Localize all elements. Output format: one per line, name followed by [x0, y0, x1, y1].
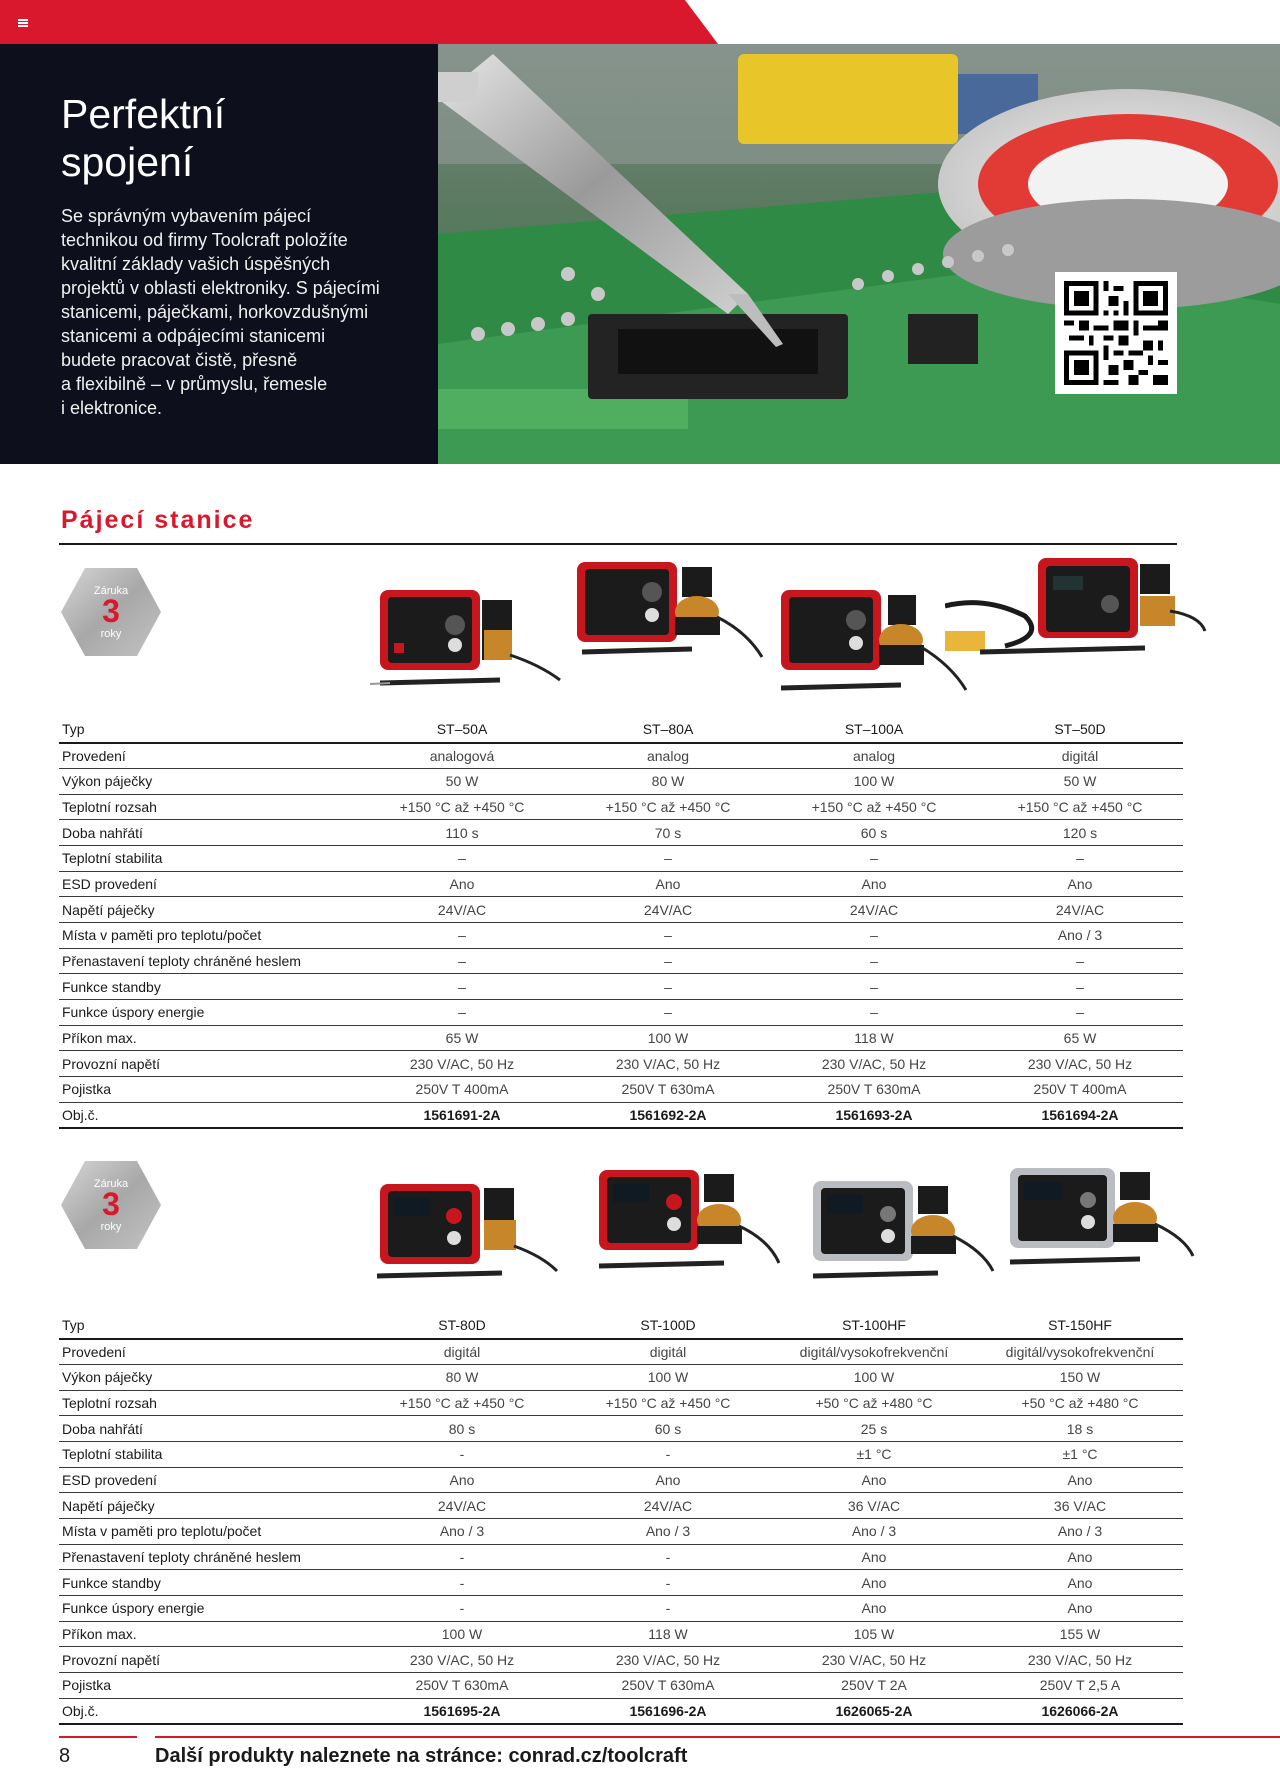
table-cell: 36 V/AC [977, 1493, 1183, 1519]
table-cell: digitál [359, 1339, 565, 1365]
table-cell: +150 °C až +450 °C [565, 1390, 771, 1416]
warranty-badge [60, 566, 162, 658]
warranty-badge [60, 1159, 162, 1251]
model-name: ST–50D [977, 717, 1183, 743]
order-number[interactable]: 1561693-2A [771, 1102, 977, 1128]
order-number[interactable]: 1561691-2A [359, 1102, 565, 1128]
row-label: Obj.č. [59, 1102, 359, 1128]
table-cell: – [771, 1000, 977, 1026]
row-label: Pojistka [59, 1673, 359, 1699]
table-row [59, 871, 1183, 897]
table-cell: – [977, 845, 1183, 871]
table-cell: +150 °C až +450 °C [565, 794, 771, 820]
table-cell: 100 W [565, 1364, 771, 1390]
table-cell: 36 V/AC [771, 1493, 977, 1519]
row-label: Funkce standby [59, 1570, 359, 1596]
table-cell: analogová [359, 743, 565, 769]
table-cell: Ano [977, 1596, 1183, 1622]
table-row [59, 1102, 1183, 1128]
table-cell: Ano [359, 871, 565, 897]
row-label: Typ [59, 717, 359, 743]
spec-table-1 [59, 717, 1183, 1129]
hero-text-line: a flexibilně – v průmyslu, řemesle [61, 374, 328, 394]
section-title: Pájecí stanice [61, 506, 255, 534]
table-cell: – [771, 845, 977, 871]
table-cell: +150 °C až +450 °C [977, 794, 1183, 820]
badge-top-text: Záruka [93, 585, 129, 597]
model-name: ST–80A [565, 717, 771, 743]
table-row [59, 1519, 1183, 1545]
table-cell: 230 V/AC, 50 Hz [977, 1647, 1183, 1673]
table-row [59, 948, 1183, 974]
model-name: ST-100D [565, 1313, 771, 1339]
table-cell: 118 W [771, 1025, 977, 1051]
product-image-st-50d [945, 556, 1215, 671]
page-number: 8 [59, 1745, 71, 1767]
table-cell: 230 V/AC, 50 Hz [771, 1647, 977, 1673]
table-cell: digitál [565, 1339, 771, 1365]
table-cell: Ano / 3 [977, 923, 1183, 949]
table-cell: – [977, 948, 1183, 974]
badge-number: 3 [102, 1186, 120, 1222]
table-cell: 250V T 2A [771, 1673, 977, 1699]
table-cell: - [359, 1570, 565, 1596]
order-number[interactable]: 1561694-2A [977, 1102, 1183, 1128]
table-cell: - [565, 1544, 771, 1570]
table-cell: - [359, 1544, 565, 1570]
table-cell: 230 V/AC, 50 Hz [359, 1647, 565, 1673]
table-cell: 80 W [359, 1364, 565, 1390]
table-row [59, 1339, 1183, 1365]
table-cell: 250V T 630mA [359, 1673, 565, 1699]
table-cell: 250V T 630mA [565, 1673, 771, 1699]
footer-divider-right [155, 1736, 1280, 1738]
table-cell: 118 W [565, 1621, 771, 1647]
banner-shape [0, 0, 1280, 44]
row-label: Výkon páječky [59, 768, 359, 794]
table-cell: 24V/AC [359, 1493, 565, 1519]
table-row [59, 820, 1183, 846]
row-label: Doba nahřátí [59, 820, 359, 846]
table-row [59, 1025, 1183, 1051]
table-cell: 230 V/AC, 50 Hz [977, 1051, 1183, 1077]
row-label: Přenastavení teploty chráněné heslem [59, 948, 359, 974]
row-label: Funkce úspory energie [59, 1000, 359, 1026]
hero-text-line: stanicemi a odpájecími stanicemi [61, 326, 326, 346]
table-row [59, 717, 1183, 743]
table-row [59, 1077, 1183, 1103]
table-cell: 24V/AC [359, 897, 565, 923]
table-cell: 250V T 400mA [359, 1077, 565, 1103]
table-cell: analog [771, 743, 977, 769]
table-cell: - [359, 1441, 565, 1467]
table-row [59, 1313, 1183, 1339]
hero [0, 44, 1280, 464]
model-name: ST-80D [359, 1313, 565, 1339]
table-cell: Ano [359, 1467, 565, 1493]
row-label: Pojistka [59, 1077, 359, 1103]
row-label: Napětí páječky [59, 1493, 359, 1519]
soldering-photo [438, 44, 1280, 464]
table-cell: 120 s [977, 820, 1183, 846]
table-cell: Ano [771, 1467, 977, 1493]
table-cell: 230 V/AC, 50 Hz [565, 1647, 771, 1673]
table-row [59, 1673, 1183, 1699]
table-cell: – [771, 974, 977, 1000]
table-cell: 24V/AC [565, 897, 771, 923]
table-row [59, 1467, 1183, 1493]
table-cell: 50 W [977, 768, 1183, 794]
row-label: Příkon max. [59, 1621, 359, 1647]
badge-bottom-text: roky [100, 1221, 122, 1233]
table-cell: 250V T 630mA [771, 1077, 977, 1103]
row-label: Teplotní rozsah [59, 1390, 359, 1416]
table-row [59, 1621, 1183, 1647]
hero-text-panel [0, 44, 438, 464]
table-cell: ±1 °C [771, 1441, 977, 1467]
table-cell: – [977, 974, 1183, 1000]
table-cell: – [565, 845, 771, 871]
model-name: ST–100A [771, 717, 977, 743]
table-cell: Ano [977, 1544, 1183, 1570]
table-row [59, 768, 1183, 794]
table-cell: 80 s [359, 1416, 565, 1442]
hero-text-line: Se správným vybavením pájecí [61, 206, 312, 226]
table-cell: 100 W [771, 1364, 977, 1390]
model-name: ST-100HF [771, 1313, 977, 1339]
table-cell: Ano [565, 1467, 771, 1493]
table-cell: Ano [565, 871, 771, 897]
spec-table-2 [59, 1313, 1183, 1725]
section-divider [59, 543, 1177, 545]
table-row [59, 1544, 1183, 1570]
product-image-st-80d [372, 1176, 572, 1286]
table-cell: Ano / 3 [565, 1519, 771, 1545]
order-number[interactable]: 1626065-2A [771, 1698, 977, 1724]
table-cell: - [359, 1596, 565, 1622]
table-row [59, 1647, 1183, 1673]
table-cell: Ano [771, 871, 977, 897]
table-cell: 60 s [565, 1416, 771, 1442]
table-cell: – [565, 923, 771, 949]
table-cell: digitál/vysokofrekvenční [977, 1339, 1183, 1365]
hero-text-line: i elektronice. [61, 398, 163, 418]
row-label: Teplotní stabilita [59, 1441, 359, 1467]
model-name: ST-150HF [977, 1313, 1183, 1339]
badge-number: 3 [102, 593, 120, 629]
table-row [59, 1364, 1183, 1390]
table-cell: 18 s [977, 1416, 1183, 1442]
table-cell: 230 V/AC, 50 Hz [359, 1051, 565, 1077]
table-cell: – [359, 845, 565, 871]
table-cell: Ano [977, 1570, 1183, 1596]
product-image-st-80a [572, 557, 772, 672]
table-row [59, 845, 1183, 871]
table-row [59, 743, 1183, 769]
table-row [59, 1493, 1183, 1519]
table-cell: 60 s [771, 820, 977, 846]
table-cell: Ano / 3 [977, 1519, 1183, 1545]
row-label: Výkon páječky [59, 1364, 359, 1390]
order-number[interactable]: 1561696-2A [565, 1698, 771, 1724]
table-row [59, 794, 1183, 820]
badge-top-text: Záruka [93, 1178, 129, 1190]
table-cell: – [359, 948, 565, 974]
footer-divider-left [59, 1736, 137, 1738]
table-cell: - [565, 1570, 771, 1596]
table-row [59, 1441, 1183, 1467]
table-cell: Ano [771, 1570, 977, 1596]
table-row [59, 1416, 1183, 1442]
row-label: Typ [59, 1313, 359, 1339]
table-cell: – [565, 974, 771, 1000]
qr-code-icon [1064, 281, 1168, 385]
table-row [59, 1390, 1183, 1416]
badge-bottom-text: roky [100, 628, 122, 640]
table-cell: Ano [771, 1544, 977, 1570]
footer-link[interactable]: Další produkty naleznete na stránce: conrad.cz/toolcraft [155, 1745, 688, 1767]
table-cell: Ano [977, 1467, 1183, 1493]
hero-description [61, 204, 406, 420]
table-cell: 230 V/AC, 50 Hz [565, 1051, 771, 1077]
row-label: Přenastavení teploty chráněné heslem [59, 1544, 359, 1570]
table-cell: - [565, 1441, 771, 1467]
table-cell: +150 °C až +450 °C [359, 1390, 565, 1416]
table-cell: – [359, 974, 565, 1000]
product-image-st-100hf [808, 1176, 1008, 1286]
hero-text-line: projektů v oblasti elektroniky. S pájecími [61, 278, 380, 298]
row-label: Funkce standby [59, 974, 359, 1000]
order-number[interactable]: 1561692-2A [565, 1102, 771, 1128]
table-cell: ±1 °C [977, 1441, 1183, 1467]
table-cell: 250V T 630mA [565, 1077, 771, 1103]
row-label: ESD provedení [59, 1467, 359, 1493]
table-cell: 24V/AC [977, 897, 1183, 923]
row-label: Teplotní stabilita [59, 845, 359, 871]
hero-title-line: spojení [61, 139, 194, 185]
table-row [59, 1570, 1183, 1596]
table-cell: – [977, 1000, 1183, 1026]
table-cell: – [359, 1000, 565, 1026]
table-cell: 65 W [977, 1025, 1183, 1051]
table-cell: 25 s [771, 1416, 977, 1442]
row-label: Příkon max. [59, 1025, 359, 1051]
table-cell: 100 W [359, 1621, 565, 1647]
table-cell: 70 s [565, 820, 771, 846]
row-label: Místa v paměti pro teplotu/počet [59, 1519, 359, 1545]
table-row [59, 923, 1183, 949]
row-label: Funkce úspory energie [59, 1596, 359, 1622]
row-label: ESD provedení [59, 871, 359, 897]
table-row [59, 1596, 1183, 1622]
table-row [59, 1051, 1183, 1077]
row-label: Doba nahřátí [59, 1416, 359, 1442]
table-cell: – [771, 948, 977, 974]
row-label: Teplotní rozsah [59, 794, 359, 820]
table-cell: 24V/AC [771, 897, 977, 923]
table-cell: – [771, 923, 977, 949]
table-row [59, 1000, 1183, 1026]
row-label: Provozní napětí [59, 1051, 359, 1077]
table-cell: 50 W [359, 768, 565, 794]
hero-title [61, 90, 421, 186]
table-row [59, 974, 1183, 1000]
table-cell: +150 °C až +450 °C [771, 794, 977, 820]
table-cell: – [359, 923, 565, 949]
table-cell: - [565, 1596, 771, 1622]
order-number[interactable]: 1626066-2A [977, 1698, 1183, 1724]
table-cell: 250V T 400mA [977, 1077, 1183, 1103]
row-label: Místa v paměti pro teplotu/počet [59, 923, 359, 949]
hero-text-line: budete pracovat čistě, přesně [61, 350, 298, 370]
table-row [59, 1698, 1183, 1724]
table-cell: 24V/AC [565, 1493, 771, 1519]
table-cell: +50 °C až +480 °C [977, 1390, 1183, 1416]
table-cell: Ano [771, 1596, 977, 1622]
row-label: Provozní napětí [59, 1647, 359, 1673]
row-label: Provedení [59, 743, 359, 769]
hero-text-line: kvalitní základy vašich úspěšných [61, 254, 331, 274]
product-image-st-150hf [1005, 1166, 1205, 1276]
table-cell: 110 s [359, 820, 565, 846]
table-cell: +150 °C až +450 °C [359, 794, 565, 820]
model-name: ST–50A [359, 717, 565, 743]
product-image-st-50a [370, 585, 570, 695]
table-cell: 230 V/AC, 50 Hz [771, 1051, 977, 1077]
table-cell: – [565, 1000, 771, 1026]
qr-code[interactable] [1055, 272, 1177, 394]
order-number[interactable]: 1561695-2A [359, 1698, 565, 1724]
table-cell: +50 °C až +480 °C [771, 1390, 977, 1416]
table-cell: Ano [977, 871, 1183, 897]
table-cell: analog [565, 743, 771, 769]
row-label: Provedení [59, 1339, 359, 1365]
table-cell: 65 W [359, 1025, 565, 1051]
hero-text-line: technikou od firmy Toolcraft položíte [61, 230, 348, 250]
table-cell: – [565, 948, 771, 974]
table-cell: 155 W [977, 1621, 1183, 1647]
table-cell: Ano / 3 [771, 1519, 977, 1545]
table-cell: 105 W [771, 1621, 977, 1647]
table-cell: 100 W [771, 768, 977, 794]
hero-text-line: stanicemi, páječkami, horkovzdušnými [61, 302, 369, 322]
table-cell: digitál [977, 743, 1183, 769]
table-cell: digitál/vysokofrekvenční [771, 1339, 977, 1365]
top-banner [0, 0, 1280, 44]
table-row [59, 897, 1183, 923]
table-cell: Ano / 3 [359, 1519, 565, 1545]
product-image-st-100d [594, 1168, 794, 1278]
table-cell: 80 W [565, 768, 771, 794]
table-cell: 150 W [977, 1364, 1183, 1390]
table-cell: 250V T 2,5 A [977, 1673, 1183, 1699]
hero-title-line: Perfektní [61, 91, 226, 137]
row-label: Napětí páječky [59, 897, 359, 923]
row-label: Obj.č. [59, 1698, 359, 1724]
menu-icon[interactable] [18, 19, 28, 27]
table-cell: 100 W [565, 1025, 771, 1051]
